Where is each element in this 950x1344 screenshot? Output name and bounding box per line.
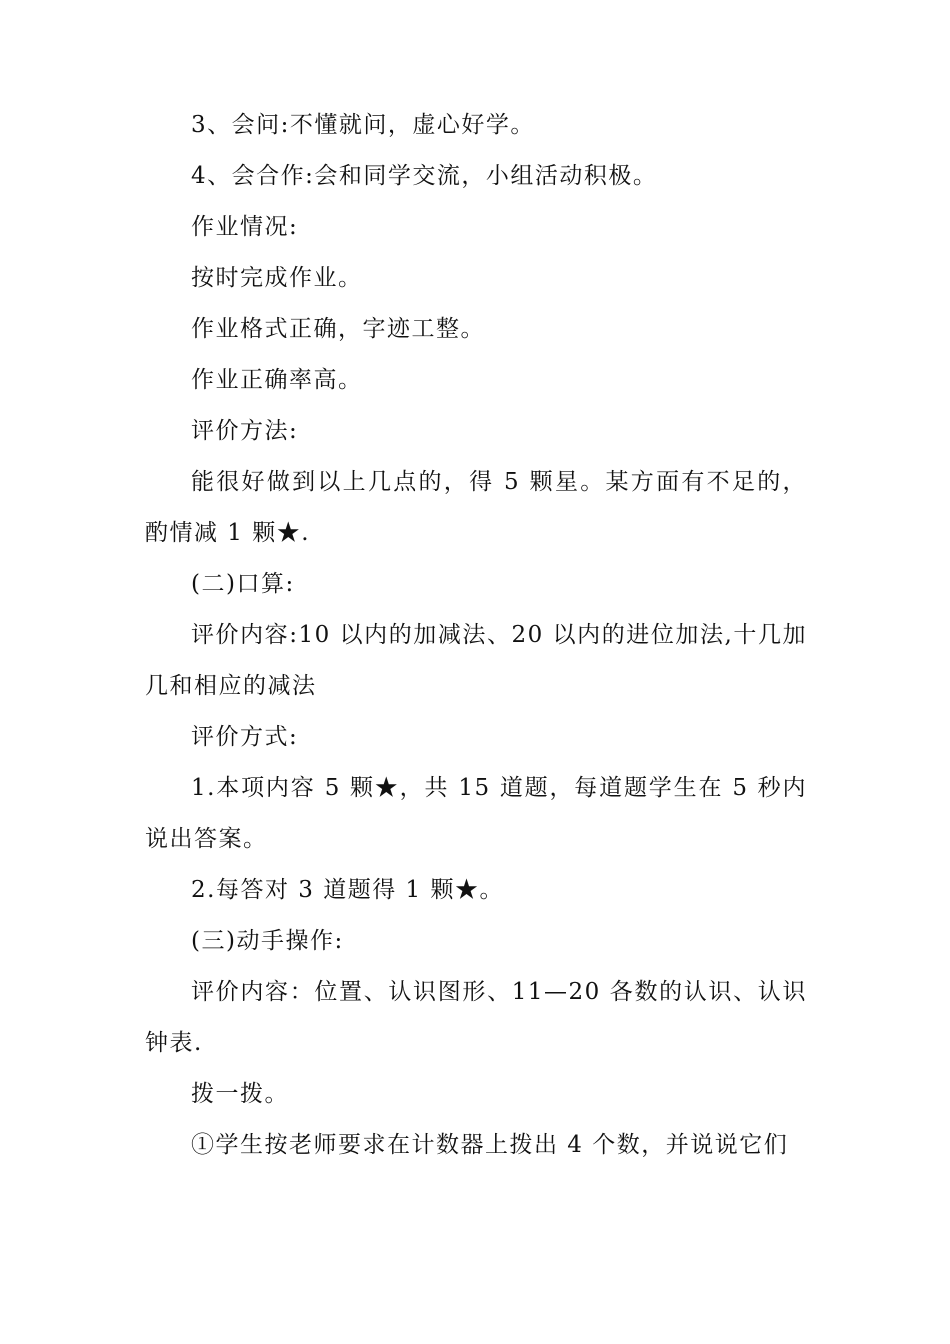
paragraph: 评价内容:10 以内的加减法、20 以内的进位加法,十几加几和相应的减法 (145, 622, 807, 699)
paragraph: 评价方法: (191, 418, 299, 444)
paragraph: 作业正确率高。 (191, 367, 363, 393)
paragraph: 2.每答对 3 道题得 1 颗★。 (191, 877, 504, 903)
paragraph: ①学生按老师要求在计数器上拨出 4 个数，并说说它们 (191, 1132, 789, 1158)
paragraph: 作业格式正确，字迹工整。 (191, 316, 485, 342)
paragraph: 评价内容：位置、认识图形、11—20 各数的认识、认识钟表. (145, 979, 807, 1056)
paragraph: 4、会合作:会和同学交流，小组活动积极。 (191, 163, 658, 189)
paragraph: 能很好做到以上几点的，得 5 颗星。某方面有不足的，酌情减 1 颗★. (145, 469, 807, 546)
paragraph: 按时完成作业。 (191, 265, 363, 291)
paragraph: 拨一拨。 (191, 1081, 289, 1107)
paragraph: 3、会问:不懂就问，虚心好学。 (191, 112, 535, 138)
paragraph: (三)动手操作: (191, 928, 344, 954)
paragraph: 评价方式: (191, 724, 299, 750)
paragraph: 作业情况: (191, 214, 299, 240)
document-body (145, 100, 807, 1171)
paragraph: (二)口算: (191, 571, 295, 597)
paragraph: 1.本项内容 5 颗★，共 15 道题，每道题学生在 5 秒内说出答案。 (145, 775, 807, 852)
